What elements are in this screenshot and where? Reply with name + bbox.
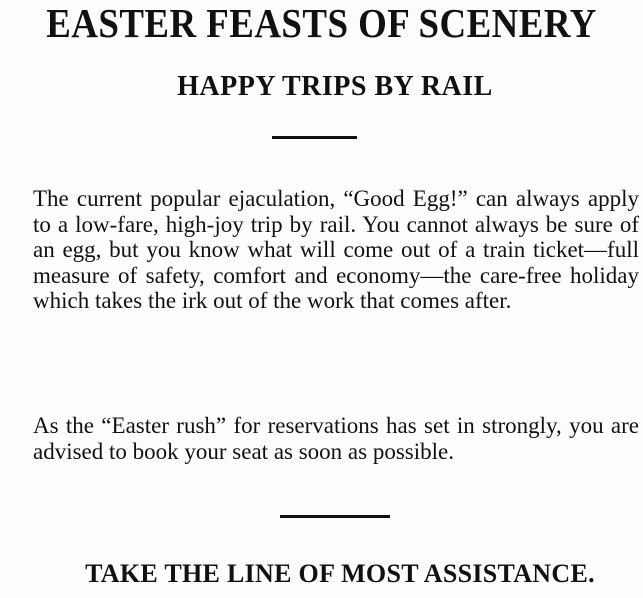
bottom-divider-rule [280,515,390,518]
tagline: TAKE THE LINE OF MOST ASSISTANCE. [85,559,595,588]
body-paragraph-1: The current popular ejaculation, “Good Egg!” can always apply to a low-fare, high-joy trip by rail. You cannot always be sure of an egg, but you know what will come out of a train ticket—full measure of safety, comfort and economy—the care-free holiday which takes the irk out of the work that comes after. [33,186,639,314]
body-paragraph-2: As the “Easter rush” for reservations has set in strongly, you are advised to book your seat as soon as possible. [33,413,639,464]
subheadline: HAPPY TRIPS BY RAIL [177,71,493,102]
top-divider-rule [272,136,357,139]
headline: EASTER FEASTS OF SCENERY [46,0,597,46]
